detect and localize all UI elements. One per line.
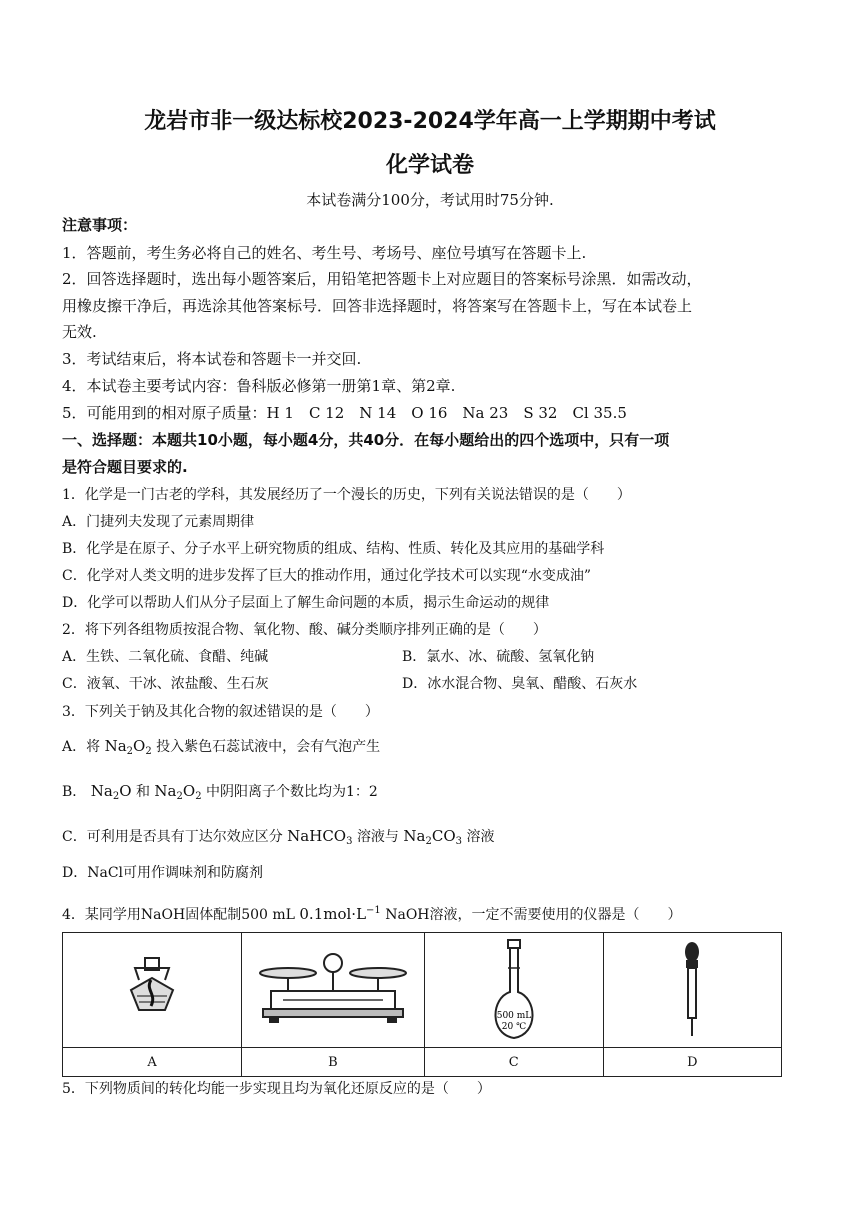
question-4-stem: 4．某同学用NaOH固体配制500 mL $0.1mol\cdot L^{-1}$ NaOH溶液，一定不需要使用的仪器是（ ） <box>62 905 682 923</box>
note-line: 1．答题前，考生务必将自己的姓名、考生号、考场号、座位号填写在答题卡上. <box>62 244 587 262</box>
question-5-stem: 5．下列物质间的转化均能一步实现且均为氧化还原反应的是（ ） <box>62 1081 491 1097</box>
exam-subtitle: 化学试卷 <box>385 153 474 178</box>
question-1-option-a: A．门捷列夫发现了元素周期律 <box>62 514 255 530</box>
note-line: 用橡皮擦干净后，再选涂其他答案标号．回答非选择题时，将答案写在答题卡上，写在本试卷上 <box>62 297 693 315</box>
instrument-table <box>62 932 782 1077</box>
question-3-option-a: A．将 $Na_2O_2$ 投入紫色石蕊试液中，会有气泡产生 <box>62 737 381 757</box>
notes-heading: 注意事项： <box>62 216 138 234</box>
question-1-stem: 1．化学是一门古老的学科，其发展经历了一个漫长的历史，下列有关说法错误的是（ ） <box>62 487 631 503</box>
balance-scale-icon <box>253 945 413 1035</box>
exam-info: 本试卷满分100分，考试用时75分钟. <box>306 191 554 209</box>
alcohol-lamp-icon <box>117 950 187 1030</box>
instrument-label-b: B <box>242 1048 424 1077</box>
section-heading-cont: 是符合题目要求的. <box>62 458 188 476</box>
note-line: 4．本试卷主要考试内容：鲁科版必修第一册第1章、第2章. <box>62 377 456 395</box>
instrument-label-c: C <box>424 1048 603 1077</box>
question-3-option-d: D．NaCl可用作调味剂和防腐剂 <box>62 865 264 881</box>
volumetric-flask-icon <box>479 938 549 1043</box>
question-3-stem: 3．下列关于钠及其化合物的叙述错误的是（ ） <box>62 704 379 720</box>
question-2-stem: 2．将下列各组物质按混合物、氧化物、酸、碱分类顺序排列正确的是（ ） <box>62 622 547 638</box>
section-heading: 一、选择题：本题共10小题，每小题4分，共40分．在每小题给出的四个选项中，只有一项 <box>62 431 670 449</box>
instrument-a-cell <box>63 933 242 1048</box>
flask-temperature-label: 20 ℃ <box>501 1021 526 1032</box>
question-2-option-a: A．生铁、二氧化硫、食醋、纯碱 <box>62 649 269 665</box>
question-2-option-c: C．液氧、干冰、浓盐酸、生石灰 <box>62 676 269 692</box>
note-line: 2．回答选择题时，选出每小题答案后，用铅笔把答题卡上对应题目的答案标号涂黑．如需改动， <box>62 270 702 288</box>
instrument-c-cell <box>424 933 603 1048</box>
instrument-label-d: D <box>603 1048 781 1077</box>
instrument-b-cell <box>242 933 424 1048</box>
question-1-option-b: B．化学是在原子、分子水平上研究物质的组成、结构、性质、转化及其应用的基础学科 <box>62 541 605 557</box>
question-1-option-c: C．化学对人类文明的进步发挥了巨大的推动作用，通过化学技术可以实现“水变成油” <box>62 568 592 584</box>
question-1-option-d: D．化学可以帮助人们从分子层面上了解生命问题的本质，揭示生命运动的规律 <box>62 595 550 611</box>
instrument-d-cell <box>603 933 781 1048</box>
note-line: 3．考试结束后，将本试卷和答题卡一并交回. <box>62 350 362 368</box>
question-2-option-d: D．冰水混合物、臭氧、醋酸、石灰水 <box>402 676 638 692</box>
question-2-option-b: B．氯水、冰、硫酸、氢氧化钠 <box>402 649 595 665</box>
note-line: 无效. <box>62 323 97 341</box>
question-3-option-b: B． $Na_2O$ 和 $Na_2O_2$ 中阴阳离子个数比均为1：2 <box>62 782 378 802</box>
instrument-label-a: A <box>63 1048 242 1077</box>
exam-title: 龙岩市非一级达标校2023-2024学年高一上学期期中考试 <box>144 109 716 134</box>
question-3-option-c: C．可利用是否具有丁达尔效应区分 NaHCO$_3$ 溶液与 $Na_2CO_3$ 溶液 <box>62 827 495 847</box>
flask-volume-label: 500 mL <box>496 1010 531 1021</box>
dropper-icon <box>672 940 712 1040</box>
note-line: 5．可能用到的相对原子质量：H 1 C 12 N 14 O 16 Na 23 S 32 Cl 35.5 <box>62 404 627 422</box>
